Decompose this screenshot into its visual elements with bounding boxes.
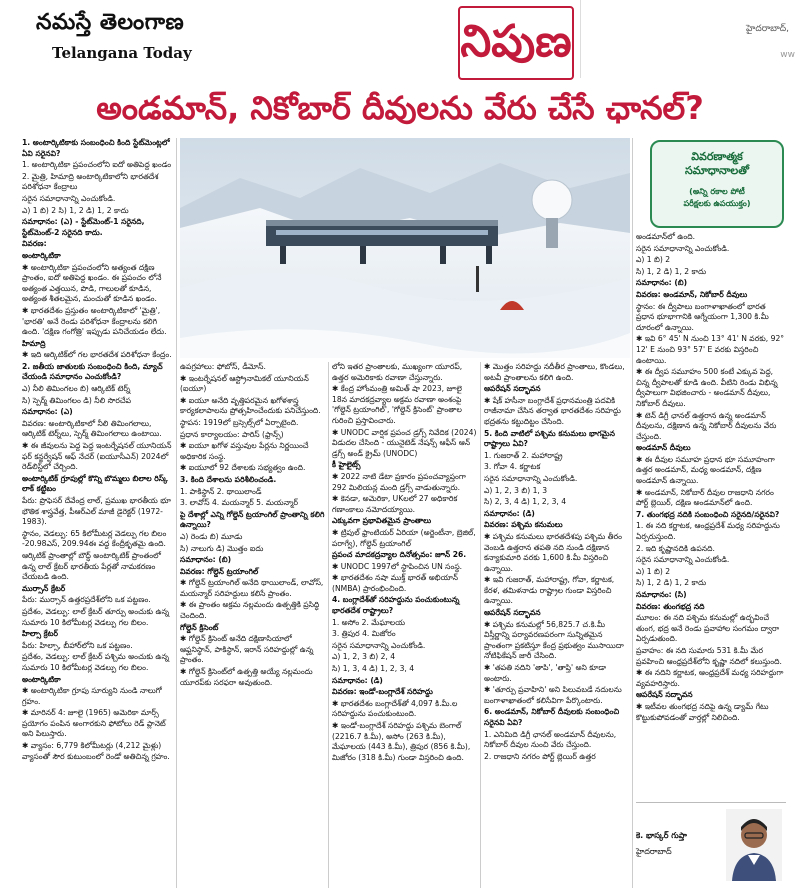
text-line: సరైన సమాధానాన్ని ఎంచుకోండి. xyxy=(22,193,116,203)
text-line: వివరణ: గోల్డెన్‌ ట్రయాంగిల్‌ xyxy=(180,566,259,576)
text-line: వివరణ: అంటార్కిటికాలో నీలి తిమింగలాలు, ఆర్కిటిక్‌ టెర్న్‌లు, స్పెర్మ్‌ తిమింగలాలు ఉంటాయి. xyxy=(22,418,162,439)
text-line: ఎ) 1 బి) 2 xyxy=(636,255,671,265)
text-line: ✱ మొత్తం సరిహద్దు నదీతీర ప్రాంతాలు, కొండలు, అటవీ ప్రాంతాలను కలిగి ఉంది. xyxy=(484,362,625,382)
brand-english xyxy=(52,44,192,62)
author-block xyxy=(636,802,786,889)
text-line: వివరణ: xyxy=(22,239,47,249)
box-subtitle xyxy=(652,186,782,210)
text-line: వివరణ: పశ్చిమ కనుమలు xyxy=(484,520,563,530)
text-line: అంటార్కిటిక్‌ గ్రూపుల్లో కొన్ని బొమ్మలు బిలాల రిస్క్‌ లాక్‌ కట్టిబం xyxy=(22,473,168,494)
text-line: అండమాన్‌ దీవులు xyxy=(636,443,691,453)
text-line: 7. తుంగభద్ర నదికి సంబంధించి సరైనది/సరైనవి? xyxy=(636,509,780,519)
author-place: హైదరాబాద్‌ xyxy=(636,847,672,856)
text-line: అంటార్కిటికా xyxy=(22,674,61,684)
column-4 xyxy=(484,362,629,888)
text-line: ✱ అంటార్కిటికా గ్రూపు సూర్యుని నుండి నాలుగో గ్రహం. xyxy=(22,686,162,706)
text-line: ✱ 'తపతి నదిని 'తాపి', 'తాప్తి' అని కూడా అంటారు. xyxy=(484,663,607,683)
text-line: 2. మైత్రి, హిమాద్రి అంటార్కిటికాలోని భారతదేశ పరిశోధనా కేంద్రాలు xyxy=(22,171,159,192)
box-title xyxy=(652,150,782,178)
text-line: ముర్సాన్‌ క్రేటర్‌ xyxy=(22,583,66,593)
text-line: ✱ ఇది ఆర్కిటిక్‌లో గల భారతదేశ పరిశోధనా కేంద్రం. xyxy=(22,350,172,360)
column-divider xyxy=(328,362,329,888)
text-line: సరైన సమాధానాన్ని ఎంచుకోండి. xyxy=(332,640,426,650)
text-line: ✱ ఐయూ అనేది వృత్తిపరమైన ఖగోళశాస్త్ర కార్యకలాపాలను ప్రోత్సహించేందుకు పనిచేస్తుంది. xyxy=(180,395,321,416)
text-line: పేరు: ముర్సాన్‌ ఉత్తరప్రదేశ్‌లోని ఒక పట్టణం. xyxy=(22,595,151,605)
text-line: ✱ ఐయూ ఖగోళ వస్తువుల పేర్లను నిర్ణయించే అధికారిక సంస్థ. xyxy=(180,441,309,461)
text-line: సమాధానం: (బి) xyxy=(180,555,232,565)
text-line: పేరు: హిల్సా, బీహార్‌లోని ఒక పట్టణం. xyxy=(22,640,133,650)
text-line: వివరణ: అండమాన్‌, నికోబార్‌ దీవులు xyxy=(636,289,748,299)
masthead xyxy=(0,0,800,90)
text-line: 1. ఎనిమిది డిగ్రీ ఛానల్‌ అండమాన్‌ దీవులను, నికోబార్‌ దీవుల నుంచి వేరు చేస్తుంది. xyxy=(484,729,617,750)
text-line: ✱ ఐయూలో 92 దేశాలకు సభ్యత్వం ఉంది. xyxy=(180,463,306,473)
text-line: గోల్డెన్‌ క్రిసెంట్‌ xyxy=(180,622,219,632)
text-line: హిమాద్రి xyxy=(22,338,46,348)
text-line: 5. కింది వాటిలో పశ్చిమ కనుమలు భాగమైన రాష్ట్రాలు ఏవి? xyxy=(484,428,615,449)
text-line: ✱ UNODC వార్షిక ప్రపంచ డ్రగ్స్‌ నివేదిక (2024) విడుదల చేసింది - యునైటెడ్‌ నేషన్స్‌ ఆఫీస్‌ ఆన్‌ డ్రగ్స్‌ అండ్‌ క్రైమ్‌ (UNODC) xyxy=(332,427,477,458)
column-5 xyxy=(636,232,786,888)
text-line: స్థానం: ఈ ద్వీపాలు బంగాళాఖాతంలో భారత ప్రధాన భూభాగానికి ఆగ్నేయంగా 1,300 కి.మీ దూరంలో ఉన్నాయి. xyxy=(636,301,769,332)
text-line: సరైన సమాధానాన్ని ఎంచుకోండి. xyxy=(636,243,730,253)
text-line: ఆపరేషన్‌ సద్భావన xyxy=(636,690,693,700)
column-divider xyxy=(480,362,481,888)
text-line: 3. కింది దేశాలను పరిశీలించండి. xyxy=(180,474,277,484)
text-line: ఎ) 1 బి) 2 సి) 1, 2 డి) 1, 2 కాదు xyxy=(22,205,129,215)
author-name: కె. భాస్కర్‌ గుప్తా xyxy=(636,831,687,840)
column-1 xyxy=(22,138,172,888)
text-line: ✱ ఈ ప్రాంతం అక్రమ నల్లమందు ఉత్పత్తికి ప్రసిద్ధి చెందింది. xyxy=(180,600,320,621)
text-line: ✱ కెనడా, అమెరికా, UKలలో 27 అధికారిక గణాంకాలు నమోదయ్యాయి. xyxy=(332,494,458,514)
text-line: సమాధానం: (సి) xyxy=(636,590,687,599)
text-line: హిల్సా క్రేటర్‌ xyxy=(22,629,59,639)
text-line: సమాధానం: (డి) xyxy=(332,675,383,685)
explained-answers-box xyxy=(650,140,784,228)
box-line2: సమాధానాలతో xyxy=(685,164,749,177)
box-line3: (అన్ని రకాల పోటీ xyxy=(689,187,745,196)
text-line: సి) 1, 3, 4 డి) 1, 2, 3, 4 xyxy=(332,664,415,674)
text-line: పేరు: ప్రొఫెసర్‌ దేవేంద్ర లాల్‌, ప్రముఖ భారతీయ భూ భౌతిక శాస్త్రవేత్త, పీఆర్‌ఎల్‌ మాజీ డైరెక్టర్‌ (1972-1983). xyxy=(22,496,171,527)
column-divider xyxy=(176,138,177,888)
box-line1: వివరణాత్మక xyxy=(691,150,743,163)
text-line: ✱ పశ్చిమ కనుమల్లో 56,825.7 చ.కి.మీ విస్తీర్ణాన్ని పర్యావరణపరంగా సున్నితమైన ప్రాంతంగా ప్రకటిస్తూ కేంద్ర ప్రభుత్వం ముసాయిదా నోటిఫికేషన్‌ జారీ చేసింది. xyxy=(484,619,624,661)
antarctic-station-photo xyxy=(180,138,630,358)
text-line: కీ హైలైట్స్‌ xyxy=(332,460,361,470)
text-line: ✱ భారతదేశం బంగ్లాదేశ్‌తో 4,097 కి.మీ.ల సరిహద్దును పంచుకుంటుంది. xyxy=(332,698,458,719)
text-line: 1. అసోం 2. మేఘాలయ xyxy=(332,617,405,627)
text-line: సమాధానం: (డి) xyxy=(484,508,535,518)
text-line: ✱ టెన్‌ డిగ్రీ ఛానల్‌ ఉత్తరాన ఉన్న అండమాన్‌ దీవులను, దక్షిణాన ఉన్న నికోబార్‌ దీవులను వేరు చేస్తుంది. xyxy=(636,410,777,441)
text-line: వివరణ: ఇండో-బంగ్లాదేశ్‌ సరిహద్దు xyxy=(332,687,433,697)
text-line: 4. బంగ్లాదేశ్‌తో సరిహద్దును పంచుకుంటున్న భారతదేశ రాష్ట్రాలు? xyxy=(332,595,460,616)
text-line: ✱ ఇంటర్నేషనల్‌ ఆస్ట్రోనామికల్‌ యూనియన్‌ (ఐయూ) xyxy=(180,373,309,394)
site-hint: ww xyxy=(780,50,795,60)
text-line: ✱ UNODC 1997లో స్థాపించిన UN సంస్థ. xyxy=(332,561,463,571)
text-line: ✱ ఇండో-బంగ్లాదేశ్‌ సరిహద్దు పశ్చిమ బెంగాల్‌ (2216.7 కి.మీ), అసోం (263 కి.మీ), మేఘాలయ (443 కి.మీ), త్రిపుర (856 కి.మీ), మిజోరం (318 కి.మీ) గుండా విస్తరించి ఉంది. xyxy=(332,721,471,762)
text-line: సమాధానం: (బి) xyxy=(636,278,688,288)
text-line: సి) నాలుగు డి) మొత్తం ఐదు xyxy=(180,543,264,553)
text-line: 1. అంటార్కిటికా ప్రపంచంలోని ఐదో అతిపెద్ద ఖండం xyxy=(22,160,172,170)
text-line: ఎ) 1, 2, 3 బి) 1, 3 xyxy=(484,485,548,495)
text-line: స్థానం, వెడల్పు: 65 కిలోమీటర్ల వెడల్పు గల బిలం -20.98ఎస్‌, 209.94ఈ వద్ద కేంద్రీకృతమై ఉంది. xyxy=(22,528,167,549)
text-line: స్థాపన: 1919లో బ్రస్సెల్స్‌లో ఏర్పాటైంది. xyxy=(180,417,299,427)
text-line: 3. లావోస్‌ 4. మయన్మార్‌ 5. మయన్మార్‌ xyxy=(180,498,298,508)
section-logo xyxy=(458,6,574,80)
text-line: ✱ ఇవి గుజరాత్‌, మహారాష్ట్ర, గోవా, కర్ణాటక, కేరళ, తమిళనాడు రాష్ట్రాల గుండా విస్తరించి ఉన్నాయి. xyxy=(484,575,615,606)
text-line: 3. త్రిపుర 4. మిజోరం xyxy=(332,629,396,639)
text-line: ✱ గోల్డెన్‌ ట్రయాంగిల్‌ అనేది థాయిలాండ్‌, లావోస్‌, మయన్మార్‌ సరిహద్దులు కలిసే ప్రాంతం. xyxy=(180,578,324,598)
text-line: ఆపరేషన్‌ సద్భావన xyxy=(484,384,541,394)
text-line: ప్రదేశం, వెడల్పు: లాల్‌ క్రేటర్‌ పశ్చిమ అంచుకు ఉన్న సుమారు 10 కిలోమీటర్ల వెడల్పు గల బిలం. xyxy=(22,652,170,672)
dateline-area xyxy=(580,0,800,78)
text-line: ✱ మారినర్‌ 4: జూలై (1965) అమెరికా మార్స్‌ ప్రయోగం పంపిన అంగారకుని ఫోటోలు రెడ్‌ ప్లానెట్‌ అని పిలుస్తారు. xyxy=(22,708,166,739)
text-line: ఎ) నీలి తిమింగలం బి) ఆర్కిటిక్‌ టెర్న్‌ xyxy=(22,384,131,394)
text-line: ✱ ఈ ద్వీప సమూహం 500 కంటే ఎక్కువ పెద్ద, చిన్న ద్వీపాలతో కూడి ఉంది. వీటిని రెండు విభిన్న ద్వీపాలుగా విభజించారు - అండమాన్‌ దీవులు, నికోబార్‌ దీవులు. xyxy=(636,367,778,408)
text-line: ✱ 'తూర్పు ప్రవాహిని' అని పిలువబడే నదులను బంగాళాఖాతంలో కలిసేవిగా పేర్కొంటారు. xyxy=(484,685,622,705)
column-divider xyxy=(632,138,633,888)
text-line: 2. జతీయ జాతులకు సంబంధించి కింది, మ్యాచ్‌ చేయండి సమాధానం ఎంచుకోండి? xyxy=(22,361,163,382)
text-line: ప్రదేశం, వెడల్పు: లాల్‌ క్రేటర్‌ తూర్పు అంచుకు ఉన్న సుమారు 10 కిలోమీటర్ల వెడల్పు గల బిలం. xyxy=(22,606,170,627)
text-line: మూలం: ఈ నది పశ్చిమ కనుమల్లో ఉద్భవించే తుంగ, భద్ర అనే రెండు ప్రవాహాల సంగమం ద్వారా ఏర్పడుతుంది. xyxy=(636,613,780,644)
text-line: సి) 1, 2 డి) 1, 2 కాదు xyxy=(636,578,707,588)
text-line: ✱ 2022 నాటి డేటా ప్రకారం ప్రపంచవ్యాప్తంగా 292 మిలియన్ల మంది డ్రగ్స్‌ వాడుతున్నారు. xyxy=(332,471,466,492)
text-line: 3. గోవా 4. కర్ణాటక xyxy=(484,462,541,472)
text-line: సి) 2, 3, 4 డి) 1, 2, 3, 4 xyxy=(484,497,567,507)
text-line: ✱ ఇవి 6° 45' N నుంచి 13° 41' N వరకు, 92° 12' E నుంచి 93° 57' E వరకు విస్తరించి ఉంటాయి. xyxy=(636,334,785,365)
text-line: ✱ షేక్‌ హసీనా బంగ్లాదేశ్‌ ప్రధానమంత్రి పదవికి రాజీనామా చేసిన తర్వాత భారతదేశం సరిహద్దు భద్రతను కట్టుదిట్టం చేసింది. xyxy=(484,395,621,426)
box-line4: పరీక్షలకు ఉపయుక్తం) xyxy=(683,199,751,208)
text-line: అంటార్కిటికా xyxy=(22,250,61,260)
text-line: ✱ ఈ జీవులను పెద్ద పెద్ద ఇంటర్నేషనల్‌ యూనియన్‌ ఫర్‌ కన్జర్వేషన్‌ ఆఫ్‌ నేచర్‌ (ఐయూసీఎన్‌) 2024లో రెడ్‌లిస్ట్‌లో చేర్చింది. xyxy=(22,441,172,472)
text-line: 1. పాకిస్థాన్‌ 2. థాయిలాండ్‌ xyxy=(180,486,262,496)
text-line: ✱ అండమాన్‌, నికోబార్‌ దీవుల రాజధాని నగరం పోర్ట్‌ బ్లెయిర్‌, దక్షిణ అండమాన్‌లో ఉంది. xyxy=(636,487,774,508)
text-line: ఆపరేషన్‌ సద్భావన xyxy=(484,608,541,618)
text-line: ప్రధాన కార్యాలయం: పారిస్‌ (ఫ్రాన్స్‌) xyxy=(180,429,284,439)
text-line: 2. రాజధాని నగరం పోర్ట్‌ బ్లెయిర్‌ ఉత్తర xyxy=(484,751,596,761)
text-line: ✱ గోల్డెన్‌ క్రిసెంట్‌ అనేది దక్షిణాసియాలో ఆఫ్ఘనిస్థాన్‌, పాకిస్థాన్‌, ఇరాన్‌ సరిహద్దుల్లో ఉన్న ప్రాంతం. xyxy=(180,634,314,665)
text-line: ✱ అంటార్కిటికా ప్రపంచంలోని అత్యంత దక్షిణ ప్రాంతం, ఐదో అతిపెద్ద ఖండం. ఈ ప్రపంచం లోనే అత్యంత ఎత్తయిన, పొడి, గాలులతో కూడిన, అత్యంత శీతలమైన, మంచుతో కూడిన ఖండం. xyxy=(22,262,162,304)
text-line: అండమాన్‌లో ఉంది. xyxy=(636,232,695,241)
text-line: పై దేశాల్లో ఎన్ని గోల్డెన్‌ ట్రయాంగిల్‌ ప్రాంతాన్ని కలిగి ఉన్నాయి? xyxy=(180,509,325,530)
text-line: ✱ పశ్చిమ కనుమలు భారతదేశపు పశ్చిమ తీరం వెంబడి ఉత్తరాన తపతి నది నుండి దక్షిణాన కన్యాకుమారి వరకు 1,600 కి.మీ విస్తరించి ఉన్నాయి. xyxy=(484,531,622,573)
text-line: ✱ భారతదేశం నషా ముక్త్‌ భారత్‌ అభియాన్‌ (NMBA) ప్రారంభించింది. xyxy=(332,573,458,593)
text-line: ప్రపంచ మాదకద్రవ్యాల దినోత్సవం: జూన్‌ 26. xyxy=(332,550,467,560)
text-line: ✱ ఈ నదిని కర్ణాటక, ఆంధ్రప్రదేశ్‌ మధ్య సరిహద్దుగా వ్యవహరిస్తారు. xyxy=(636,668,784,688)
brand-telugu: నమస్తే తెలంగాణ xyxy=(36,10,185,35)
text-line: ఎ) 1, 2, 3 బి) 2, 4 xyxy=(332,652,396,662)
text-line: ఎక్కువగా ప్రభావితమైన ప్రాంతాలు xyxy=(332,516,432,526)
section-logo-text: నిపుణ xyxy=(460,16,572,67)
text-line: సమాధానం: (ఎ) xyxy=(22,407,73,417)
text-line: 1. అంటార్కిటికాకు సంబంధించి కింది స్టేట్‌మెంట్లలో ఏవి సరైనవి? xyxy=(22,138,170,158)
author-photo xyxy=(726,809,782,881)
text-line: లోని ఇతర ప్రాంతాలకు, ముఖ్యంగా యూరప్‌, ఉత్తర అమెరికాకు రవాణా చేస్తున్నారు. xyxy=(332,362,463,382)
text-line: 2. ఇది కృష్ణానదికి ఉపనది. xyxy=(636,543,715,553)
text-line: ✱ భారతదేశం ప్రస్తుతం అంటార్కిటికాలో 'మైత్రి', 'భారతి' అనే రెండు పరిశోధనా కేంద్రాలను కలిగి ఉంది. 'దక్షిణ గంగోత్రి' ఇప్పుడు పనిచేయడం లేదు. xyxy=(22,305,167,337)
text-line: సి) స్పెర్మ్‌ తిమింగలం డి) నీలి సొరచేప xyxy=(22,395,131,405)
text-line: సమాధానం: (ఎ) - స్టేట్‌మెంట్‌-1 సరైనది, స్టేట్‌మెంట్‌-2 సరైనది కాదు. xyxy=(22,217,145,237)
brand-english-text: Telangana Today xyxy=(52,44,192,62)
text-line: ఎ) 1 బి) 2 xyxy=(636,566,671,576)
text-line: వివరణ: తుంగభద్ర నది xyxy=(636,601,705,611)
text-line: ✱ వ్యాసం: 6,779 కిలోమీటర్లు (4,212 మైళ్లు) వ్యాసంతో సౌర కుటుంబంలో రెండో అతిచిన్న గ్రహం. xyxy=(22,741,170,761)
text-line: సరైన సమాధానాన్ని ఎంచుకోండి. xyxy=(636,555,730,565)
text-line: 1. గుజరాత్‌ 2. మహారాష్ట్ర xyxy=(484,450,563,460)
text-line: సి) 1, 2 డి) 1, 2 కాదు xyxy=(636,266,707,276)
text-line: ✱ గోల్డెన్‌ క్రిసెంట్‌లో ఉత్పత్తి అయ్యే నల్లమందు యూరప్‌కు సరఫరా అవుతుంది. xyxy=(180,667,313,687)
city-label: హైదరాబాద్, xyxy=(746,24,789,34)
text-line: ప్రవాహం: ఈ నది సుమారు 531 కి.మీ మేర ప్రవహించి ఆంధ్రప్రదేశ్‌లోని కృష్ణా నదిలో కలుస్తుంది. xyxy=(636,645,782,666)
text-line: 1. ఈ నది కర్ణాటక, ఆంధ్రప్రదేశ్‌ మధ్య సరిహద్దును ఏర్పరుస్తుంది. xyxy=(636,521,780,542)
text-line: ✱ ట్రిపుల్‌ ఫ్రాంటియర్‌ ఏరియా (అర్జెంటీనా, బ్రెజిల్‌, పరాగ్వే), గోల్డెన్‌ ట్రయాంగిల్‌ xyxy=(332,527,476,548)
text-line: సరైన సమాధానాన్ని ఎంచుకోండి. xyxy=(484,473,578,483)
text-line: ✱ ఇటీవల తుంగభద్ర నదిపై ఉన్న డ్యామ్‌ గేటు కొట్టుకుపోవడంతో వార్తల్లో నిలిచింది. xyxy=(636,701,769,722)
text-line: ✱ కేంద్ర హోంమంత్రి అమిత్‌ షా 2023, జూలై 18న మాదకద్రవ్యాల అక్రమ రవాణా అంశంపై 'గోల్డెన్‌ ట్రయాంగిల్‌', 'గోల్డెన్‌ క్రిసెంట్‌' ప్రాంతాల గురించి ప్రస్తావించారు. xyxy=(332,384,462,425)
text-line: ✱ ఈ దీవుల సమూహ ప్రధాన భూ సమూహంగా ఉత్తర అండమాన్‌, మధ్య అండమాన్‌, దక్షిణ అండమాన్‌ ఉన్నాయి. xyxy=(636,454,775,486)
text-line: ఎ) రెండు బి) మూడు xyxy=(180,531,243,541)
text-line: ఆర్కిటిక్‌ ప్రాంతాల్లో బౌద్ధ్‌ అంటార్కిటిక్‌ ప్రాంతంలో ఉన్న లాల్‌ క్రేటర్‌ భారతీయ పేర్లతో నామకరణం చేయబడి ఉంది. xyxy=(22,550,161,582)
text-line: ఉపగ్రహాలు: ఫోబోస్‌, డీమోస్‌. xyxy=(180,362,266,371)
column-3 xyxy=(332,362,477,888)
headline: అండమాన్‌, నికోబార్‌ దీవులను వేరు చేసే ఛానల్‌? xyxy=(96,89,704,127)
text-line: 6. అండమాన్‌, నికోబార్‌ దీవులకు సంబంధించి సరైనవి ఏవి? xyxy=(484,707,620,727)
column-2 xyxy=(180,362,325,888)
